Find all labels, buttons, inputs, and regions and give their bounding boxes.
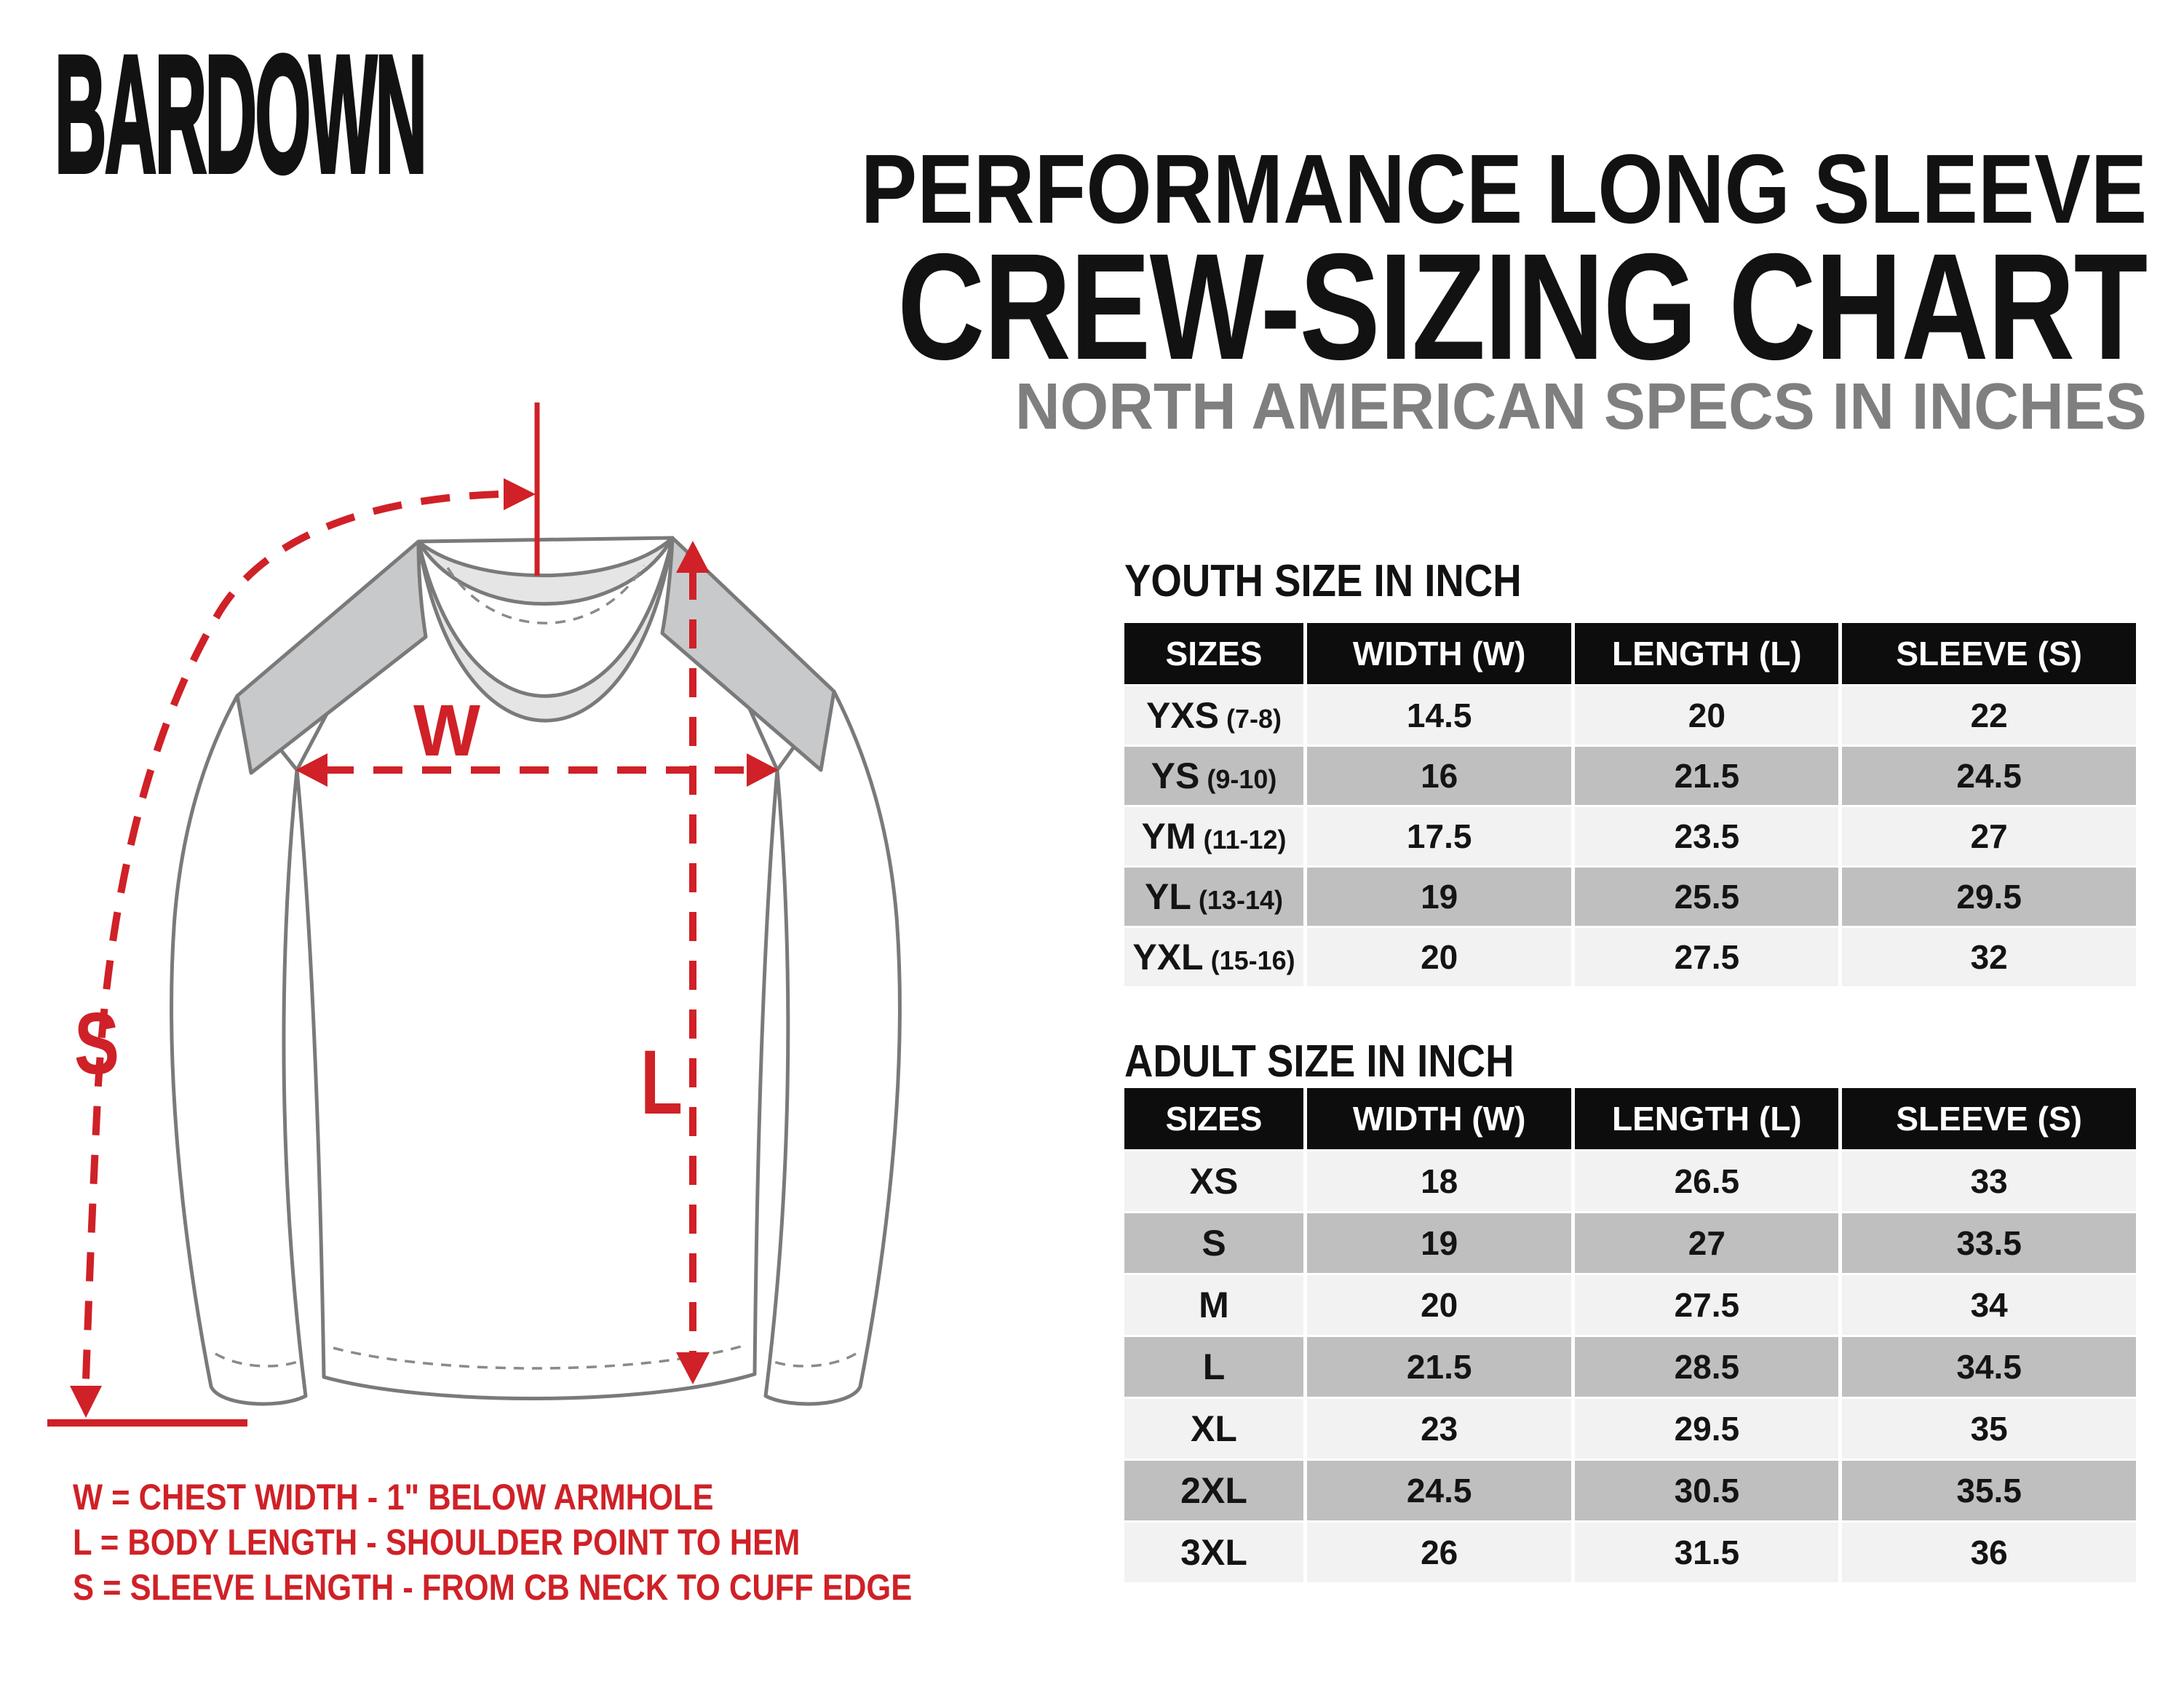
sleeve-cell: 27 [1838, 805, 2136, 865]
size-cell: S [1124, 1211, 1303, 1273]
size-cell: XS [1124, 1151, 1303, 1211]
width-cell: 26 [1303, 1520, 1571, 1582]
sleeve-cell: 33.5 [1838, 1211, 2136, 1273]
l-label: L [640, 1032, 683, 1133]
size-cell: YL (13-14) [1124, 865, 1303, 926]
legend-line-s: S = SLEEVE LENGTH - FROM CB NECK TO CUFF EDGE [73, 1567, 913, 1608]
sleeve-cell: 33 [1838, 1151, 2136, 1211]
sleeve-cell: 35.5 [1838, 1459, 2136, 1520]
col-header-length: LENGTH (L) [1571, 1088, 1838, 1151]
header-row [1124, 623, 2136, 686]
size-cell: YM (11-12) [1124, 805, 1303, 865]
s-arrowhead-right [504, 478, 536, 510]
col-header-width: WIDTH (W) [1303, 623, 1571, 686]
shirt-measurement-diagram [29, 393, 1004, 1470]
width-cell: 23 [1303, 1397, 1571, 1459]
length-cell: 27 [1571, 1211, 1838, 1273]
legend-line-w: W = CHEST WIDTH - 1" BELOW ARMHOLE [73, 1477, 714, 1518]
length-cell: 20 [1571, 686, 1838, 745]
adult-size-table [1124, 1088, 2136, 1582]
table-row [1124, 1273, 2136, 1335]
s-label: S [74, 995, 119, 1092]
col-header-width: WIDTH (W) [1303, 1088, 1571, 1151]
sleeve-cell: 32 [1838, 926, 2136, 986]
width-cell: 18 [1303, 1151, 1571, 1211]
size-cell: YXS (7-8) [1124, 686, 1303, 745]
width-cell: 19 [1303, 1211, 1571, 1273]
youth-table-title: YOUTH SIZE IN INCH [1124, 556, 1522, 606]
length-cell: 29.5 [1571, 1397, 1838, 1459]
col-header-sleeve: SLEEVE (S) [1838, 623, 2136, 686]
length-cell: 27.5 [1571, 926, 1838, 986]
right-sleeve [766, 691, 900, 1404]
col-header-sleeve: SLEEVE (S) [1838, 1088, 2136, 1151]
table-row [1124, 745, 2136, 805]
size-cell: L [1124, 1335, 1303, 1397]
size-cell: M [1124, 1273, 1303, 1335]
sleeve-cell: 34.5 [1838, 1335, 2136, 1397]
table-row [1124, 1397, 2136, 1459]
length-cell: 30.5 [1571, 1459, 1838, 1520]
length-cell: 23.5 [1571, 805, 1838, 865]
header-row [1124, 1088, 2136, 1151]
width-cell: 20 [1303, 1273, 1571, 1335]
sleeve-cell: 36 [1838, 1520, 2136, 1582]
length-cell: 31.5 [1571, 1520, 1838, 1582]
measurement-legend [73, 1475, 1038, 1610]
brand-logo: BARDOWN [55, 20, 426, 207]
adult-table-title: ADULT SIZE IN INCH [1124, 1036, 1514, 1087]
size-cell: XL [1124, 1397, 1303, 1459]
table-row [1124, 1335, 2136, 1397]
sleeve-cell: 22 [1838, 686, 2136, 745]
w-label: W [413, 690, 481, 771]
sleeve-cell: 34 [1838, 1273, 2136, 1335]
length-cell: 26.5 [1571, 1151, 1838, 1211]
length-cell: 25.5 [1571, 865, 1838, 926]
table-row [1124, 1151, 2136, 1211]
youth-size-table [1124, 623, 2136, 986]
page-title-line1: PERFORMANCE LONG SLEEVE [860, 134, 2147, 244]
table-row [1124, 926, 2136, 986]
length-cell: 27.5 [1571, 1273, 1838, 1335]
width-cell: 24.5 [1303, 1459, 1571, 1520]
s-arrowhead-down [70, 1386, 102, 1418]
width-cell: 14.5 [1303, 686, 1571, 745]
table-row [1124, 805, 2136, 865]
col-header-sizes: SIZES [1124, 1088, 1303, 1151]
table-row [1124, 1211, 2136, 1273]
legend-line-l: L = BODY LENGTH - SHOULDER POINT TO HEM [73, 1522, 801, 1563]
length-cell: 21.5 [1571, 745, 1838, 805]
size-cell: YXL (15-16) [1124, 926, 1303, 986]
table-row [1124, 865, 2136, 926]
page-title-line2: CREW-SIZING CHART [897, 223, 2147, 392]
col-header-length: LENGTH (L) [1571, 623, 1838, 686]
table-row [1124, 1520, 2136, 1582]
size-cell: 2XL [1124, 1459, 1303, 1520]
sleeve-cell: 35 [1838, 1397, 2136, 1459]
width-cell: 17.5 [1303, 805, 1571, 865]
length-cell: 28.5 [1571, 1335, 1838, 1397]
table-row [1124, 686, 2136, 745]
sleeve-cell: 29.5 [1838, 865, 2136, 926]
sleeve-cell: 24.5 [1838, 745, 2136, 805]
size-cell: YS (9-10) [1124, 745, 1303, 805]
width-cell: 20 [1303, 926, 1571, 986]
width-cell: 16 [1303, 745, 1571, 805]
page-subtitle: NORTH AMERICAN SPECS IN INCHES [1015, 370, 2147, 443]
col-header-sizes: SIZES [1124, 623, 1303, 686]
size-cell: 3XL [1124, 1520, 1303, 1582]
width-cell: 21.5 [1303, 1335, 1571, 1397]
table-row [1124, 1459, 2136, 1520]
width-cell: 19 [1303, 865, 1571, 926]
left-sleeve [172, 696, 306, 1404]
